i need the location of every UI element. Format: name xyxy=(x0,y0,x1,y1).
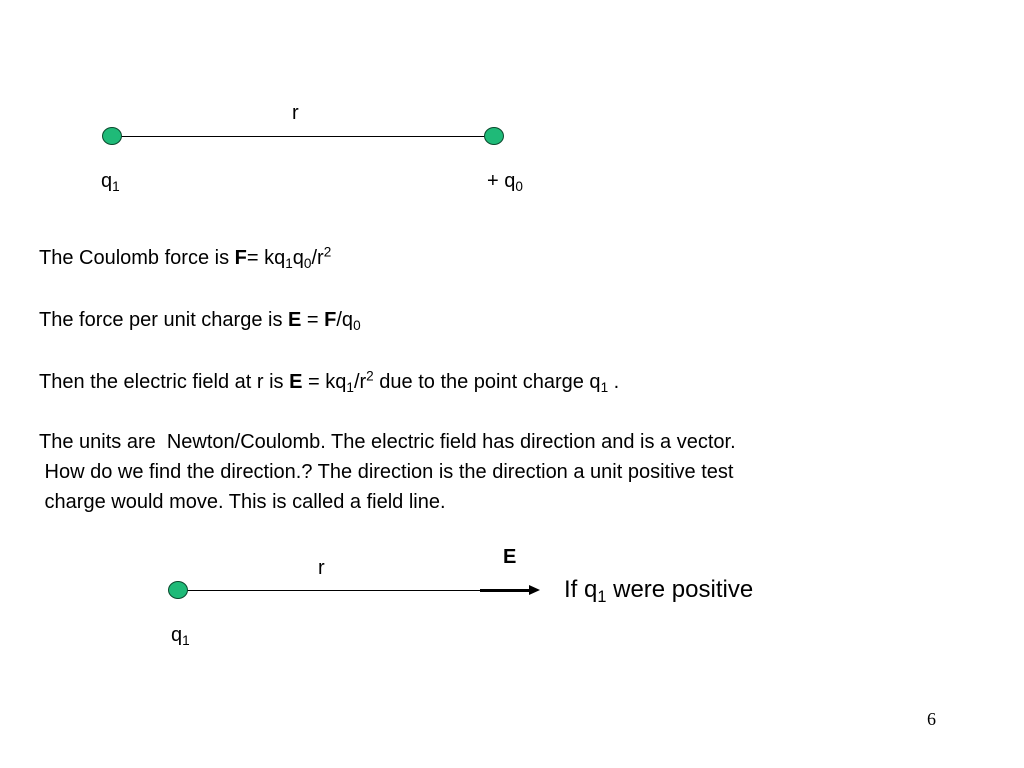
field-vector-label: E xyxy=(503,546,517,568)
top-distance-label: r xyxy=(292,102,299,124)
charge-q1-bottom-dot xyxy=(168,581,188,599)
charge-q0-dot xyxy=(484,127,504,145)
charge-q0-label: + $q_0$ xyxy=(487,170,523,195)
field-direction-arrow xyxy=(480,589,530,592)
electric-field-line: Then the electric field at r is $E = kq_1/r^2$ due to the point charge $q_1$ . xyxy=(39,368,620,396)
units-paragraph xyxy=(39,430,736,514)
units-paragraph-row-1: The units are Newton/Coulomb. The electric field has direction and is a vector. xyxy=(39,431,736,453)
top-connecting-line xyxy=(112,136,494,137)
positive-charge-caption: If $q_1$ were positive xyxy=(564,576,754,606)
page-number: 6 xyxy=(927,709,936,729)
charge-q1-label: $q_1$ xyxy=(101,170,120,195)
bottom-connecting-line xyxy=(178,590,480,591)
coulomb-force-line: The Coulomb force is $F= kq_1q_0/r^2$ xyxy=(39,244,332,272)
charge-q1-bottom-label: $q_1$ xyxy=(171,624,190,649)
bottom-distance-label: r xyxy=(318,557,325,579)
units-paragraph-row-2: How do we find the direction.? The direction is the direction a unit positive test xyxy=(39,461,734,483)
charge-q1-dot xyxy=(102,127,122,145)
force-per-unit-charge-line: The force per unit charge is $E = F/q_0$ xyxy=(39,309,361,334)
units-paragraph-row-3: charge would move. This is called a field line. xyxy=(39,491,446,513)
